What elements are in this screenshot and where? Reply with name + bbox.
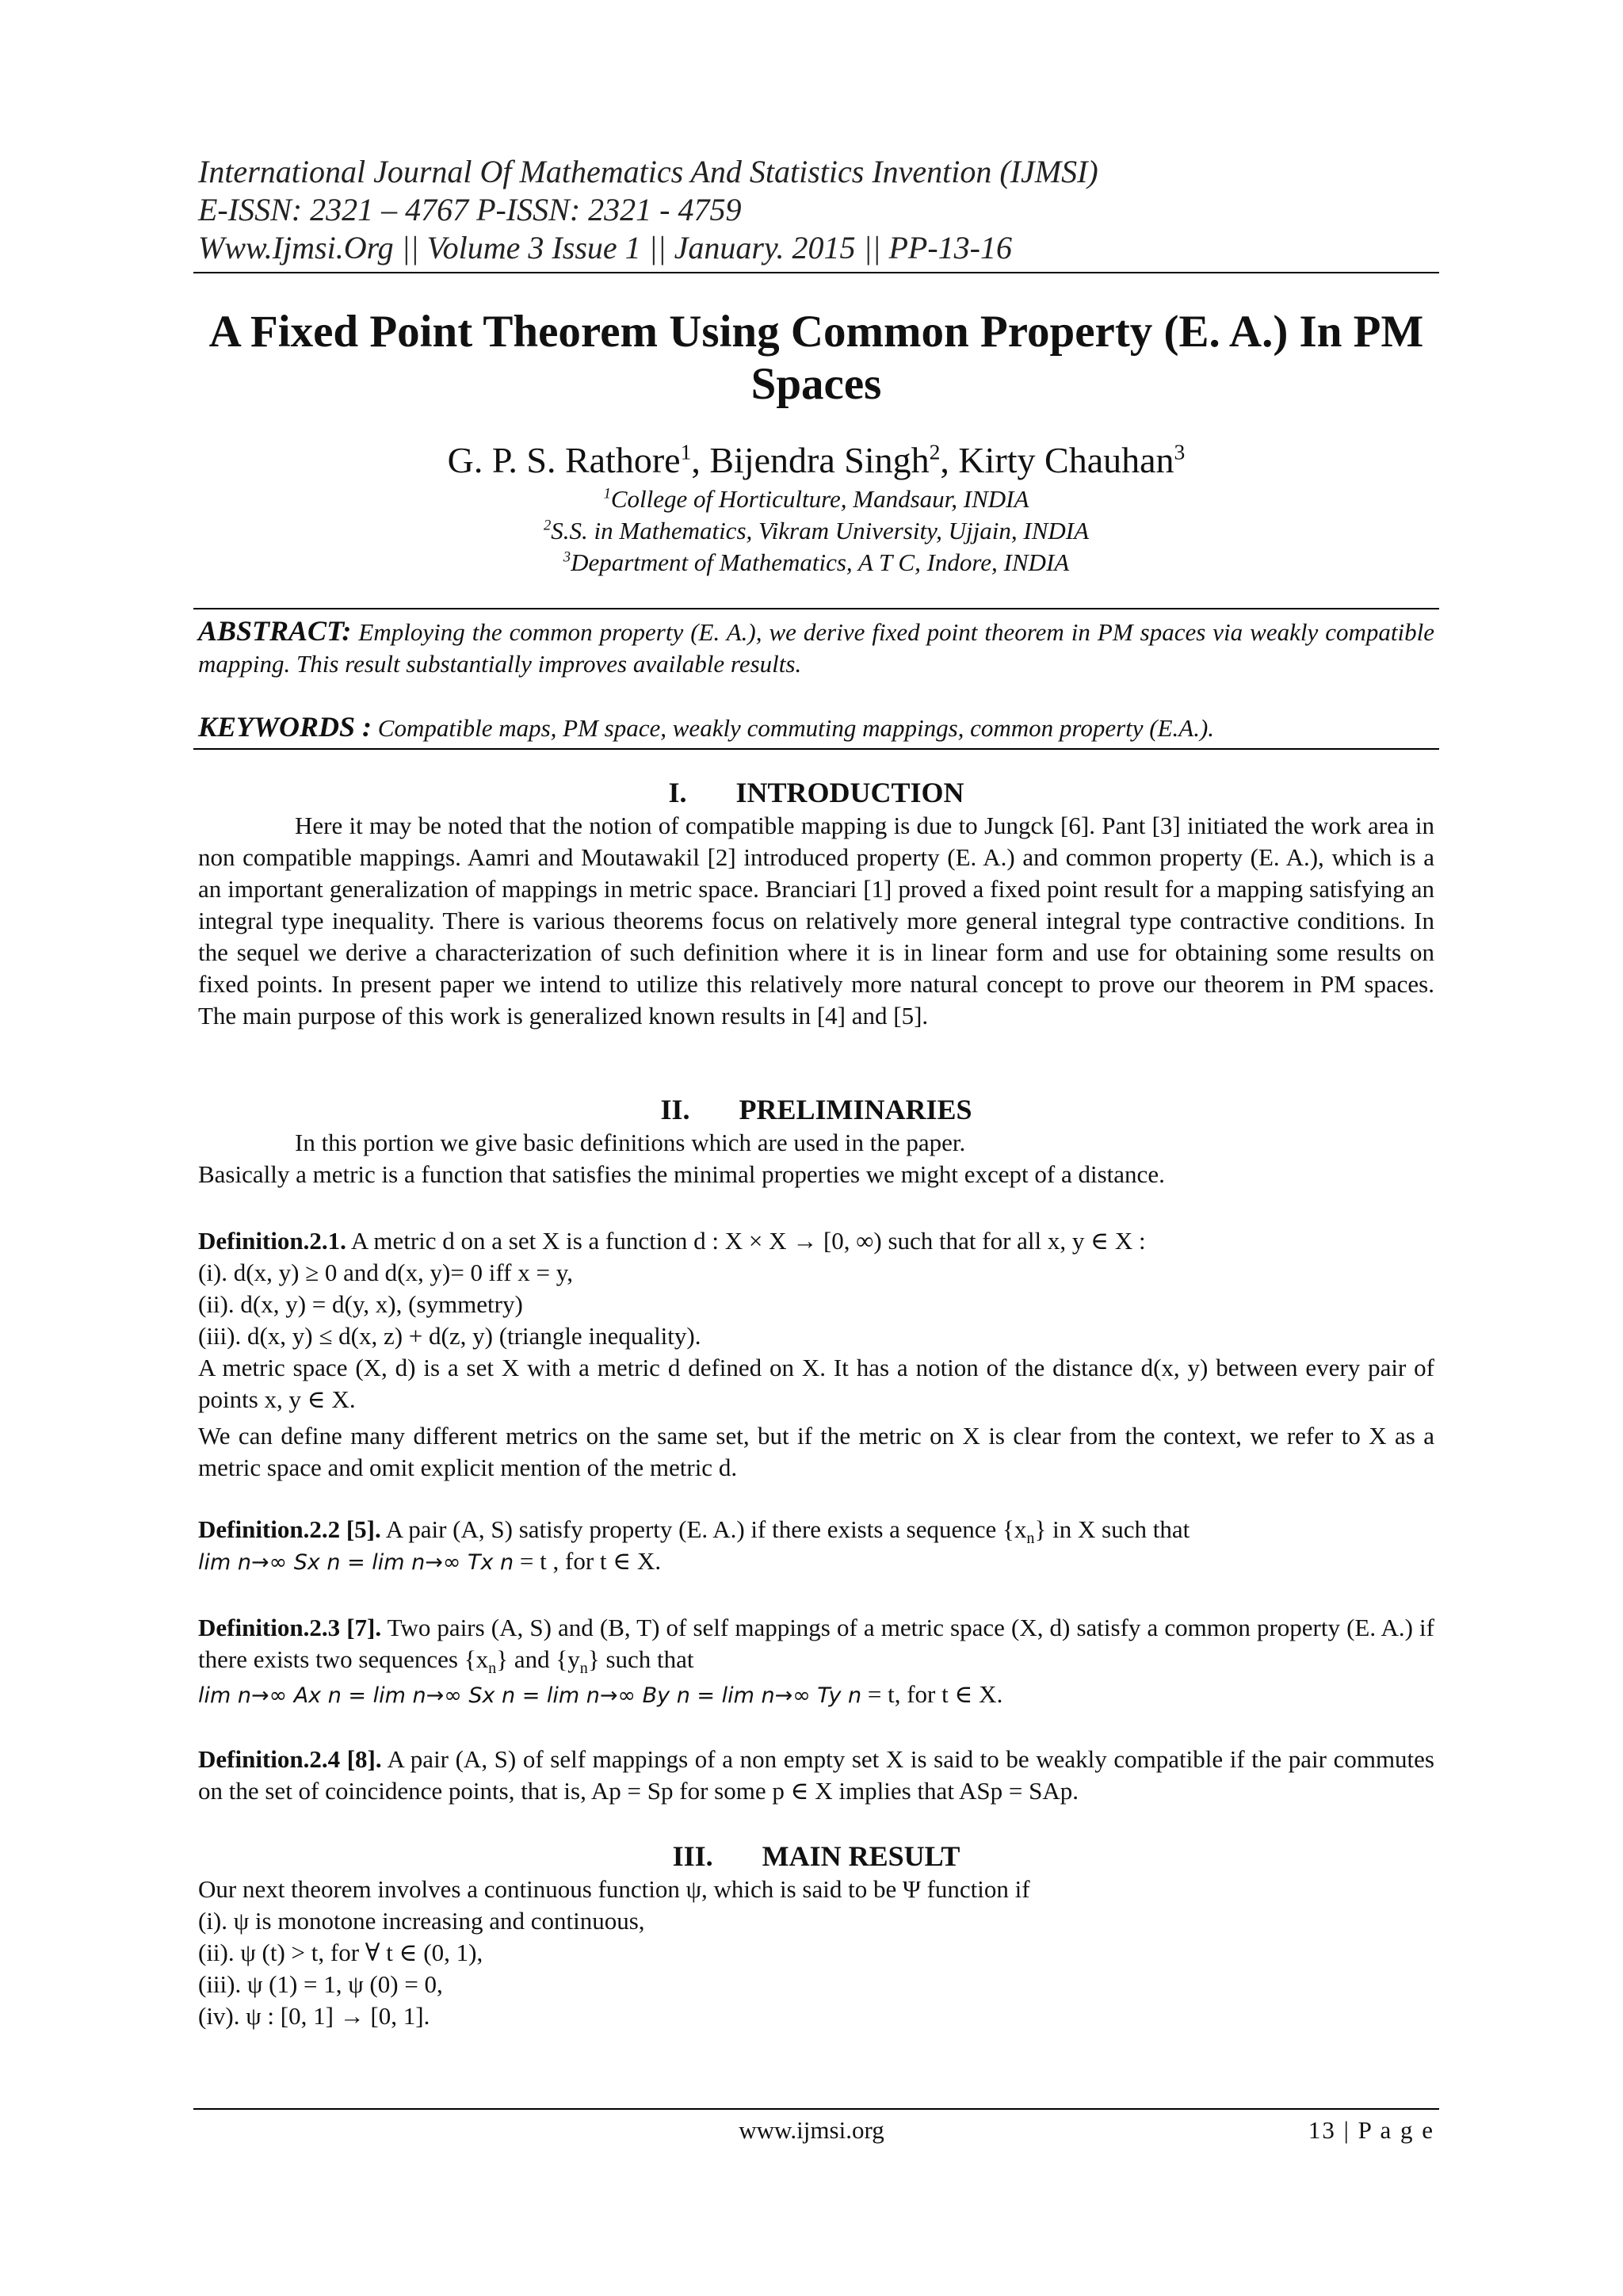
keywords-text: Compatible maps, PM space, weakly commuting mappings, common property (E.A.). bbox=[372, 714, 1215, 742]
abstract-rule-top bbox=[193, 608, 1439, 609]
definition-label: Definition.2.4 [8]. bbox=[198, 1745, 382, 1773]
keywords bbox=[198, 711, 1434, 744]
affiliation-3: $^3$Department of Mathematics, A T C, Indore, INDIA bbox=[563, 548, 1070, 576]
metric-space-paragraph: A metric space (X, d) is a set X with a metric d defined on X. It has a notion of the distance d(x, y) between every pair of points x, y ∈ X. bbox=[198, 1354, 1434, 1413]
section-heading-main-result: III. MAIN RESULT bbox=[672, 1840, 960, 1872]
definition-2-1-item: (iii). d(x, y) ≤ d(x, z) + d(z, y) (triangle inequality). bbox=[198, 1322, 701, 1350]
journal-name: International Journal Of Mathematics And Statistics Invention (IJMSI) bbox=[198, 154, 1098, 189]
definition-label: Definition.2.1. bbox=[198, 1227, 346, 1255]
section-heading-introduction: I. INTRODUCTION bbox=[668, 777, 964, 808]
affiliation-1: $^1$College of Horticulture, Mandsaur, INDIA bbox=[603, 485, 1029, 513]
definition-label: Definition.2.2 [5]. bbox=[198, 1515, 381, 1543]
footer-page-number: 13 | P a g e bbox=[1308, 2116, 1434, 2144]
title-line-2: Spaces bbox=[750, 359, 882, 409]
section-heading-preliminaries: II. PRELIMINARIES bbox=[660, 1094, 972, 1125]
definition-label: Definition.2.3 [7]. bbox=[198, 1614, 382, 1641]
definition-2-3-formula: lim n→∞ Ax n = lim n→∞ Sx n = lim n→∞ By n = lim n→∞ Ty n = t, for t ∈ X. bbox=[198, 1680, 1003, 1708]
definition-2-4: Definition.2.4 [8]. A pair (A, S) of self mappings of a non empty set X is said to be weakly compatible if the pair commutes on the set of coincidence points, that is, Ap = Sp for some p ∈ X implies that ASp = SAp. bbox=[198, 1745, 1434, 1805]
header-rule bbox=[193, 272, 1439, 273]
author-sup: 1 bbox=[680, 439, 692, 464]
definition-2-1: Definition.2.1. A metric d on a set X is a function d : X × X → [0, ∞) such that for all x, y ∈ X : bbox=[198, 1227, 1146, 1255]
limit-formula: lim n→∞ Sx n = lim n→∞ Tx n bbox=[198, 1550, 514, 1575]
psi-condition: (iii). ψ (1) = 1, ψ (0) = 0, bbox=[198, 1970, 443, 1998]
affiliation-2: $^2$S.S. in Mathematics, Vikram University, Ujjain, INDIA bbox=[543, 517, 1090, 544]
definition-2-2: Definition.2.2 [5]. A pair (A, S) satisfy property (E. A.) if there exists a sequence $\{x_n\}$ in X such that bbox=[198, 1515, 1190, 1548]
abstract bbox=[198, 615, 1434, 680]
author-name: Kirty Chauhan bbox=[958, 440, 1174, 480]
psi-condition: (iv). ψ : [0, 1] → [0, 1]. bbox=[198, 2002, 430, 2030]
keywords-rule bbox=[193, 748, 1439, 750]
definition-2-1-item: (ii). d(x, y) = d(y, x), (symmetry) bbox=[198, 1290, 523, 1318]
journal-issn: E-ISSN: 2321 – 4767 P-ISSN: 2321 - 4759 bbox=[198, 192, 742, 227]
keywords-label: KEYWORDS : bbox=[198, 711, 372, 743]
psi-condition: (ii). ψ (t) > t, for ∀ t ∈ (0, 1), bbox=[198, 1939, 483, 1966]
definition-2-2-formula: lim n→∞ Sx n = lim n→∞ Tx n = t , for t ∈ X. bbox=[198, 1547, 662, 1575]
author-sup: 3 bbox=[1174, 439, 1186, 464]
author-name: Bijendra Singh bbox=[709, 440, 930, 480]
footer-rule bbox=[193, 2108, 1439, 2110]
author-sup: 2 bbox=[929, 439, 941, 464]
preliminaries-line-1: In this portion we give basic definitions which are used in the paper. bbox=[295, 1129, 966, 1156]
author-name: G. P. S. Rathore bbox=[447, 440, 681, 480]
introduction-paragraph: Here it may be noted that the notion of compatible mapping is due to Jungck [6]. Pant [3] initiated the work area in non compatible mappings. Aamri and Moutawakil [2] introduced property (E. A.) and common property (E. A.), which is a an important generalization of mappings in metric space. Branciari [1] proved a fixed point result for a mapping satisfying an integral type inequality. There is various theorems focus on relatively more general integral type contractive conditions. In the sequel we derive a characterization of such definition where it is in linear form and use for obtaining some results on fixed points. In present paper we intend to utilize this relatively more natural concept to prove our theorem in PM spaces. The main purpose of this work is generalized known results in [4] and [5]. bbox=[198, 812, 1434, 1030]
footer-website: www.ijmsi.org bbox=[739, 2116, 884, 2144]
journal-volume: Www.Ijmsi.Org || Volume 3 Issue 1 || January. 2015 || PP-13-16 bbox=[198, 230, 1012, 266]
journal-header bbox=[198, 153, 1434, 267]
preliminaries-line-2: Basically a metric is a function that satisfies the minimal properties we might except of a distance. bbox=[198, 1160, 1165, 1188]
main-result-intro: Our next theorem involves a continuous function ψ, which is said to be Ψ function if bbox=[198, 1875, 1030, 1903]
definition-2-1-item: (i). d(x, y) ≥ 0 and d(x, y)= 0 iff x = y, bbox=[198, 1259, 573, 1286]
psi-condition: (i). ψ is monotone increasing and continuous, bbox=[198, 1907, 645, 1935]
abstract-text: Employing the common property (E. A.), we derive fixed point theorem in PM spaces via weakly compatible mapping. This result substantially improves available results. bbox=[198, 618, 1434, 678]
metric-context-paragraph: We can define many different metrics on the same set, but if the metric on X is clear from the context, we refer to X as a metric space and omit explicit mention of the metric d. bbox=[198, 1422, 1434, 1481]
title-line-1: A Fixed Point Theorem Using Common Property (E. A.) In PM bbox=[208, 307, 1424, 357]
abstract-label: ABSTRACT: bbox=[198, 615, 352, 647]
paper-title bbox=[193, 306, 1439, 411]
definition-2-3: Definition.2.3 [7]. Two pairs (A, S) and (B, T) of self mappings of a metric space (X, d) satisfy a common property (E. A.) if there exists two sequences $\{x_n\}$ and $\{y_n\}$ such that bbox=[198, 1614, 1434, 1678]
author-list: G. P. S. Rathore$^1$, Bijendra Singh$^2$, Kirty Chauhan$^3$ bbox=[447, 439, 1186, 480]
limit-formula: lim n→∞ Ax n = lim n→∞ Sx n = lim n→∞ By n = lim n→∞ Ty n bbox=[198, 1683, 862, 1708]
